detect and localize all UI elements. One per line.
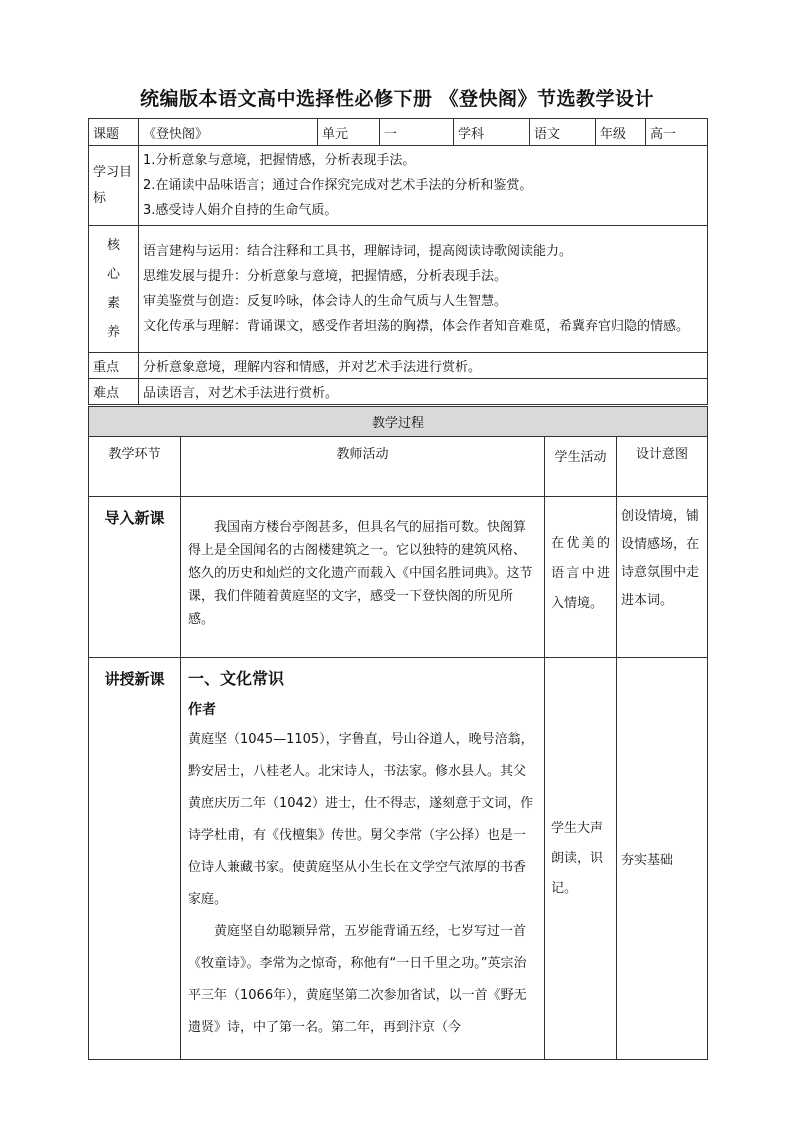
author-paragraph: 黄庭坚自幼聪颖异常，五岁能背诵五经，七岁写过一首《牧童诗》。李常为之惊奇，称他有“一日千里之功。”英宗治平三年（1066年），黄庭坚第二次参加省试，以一首《野无遗贤》诗，中了第一名。第二年，再到汴京（今 <box>188 924 527 1035</box>
author-paragraph: 黄庭坚（1045—1105），字鲁直，号山谷道人，晚号涪翁，黔安居士，八桂老人。北宋诗人，书法家。修水县人。其父黄庶庆历二年（1042）进士，仕不得志，遂刻意于文词，作诗学杜甫，有《伐檀集》传世。舅父李常（字公择）也是一位诗人兼藏书家。使黄庭坚从小生长在文学空气浓厚的书香家庭。 <box>188 732 534 907</box>
literacy-list <box>139 226 708 353</box>
objectives-list <box>139 146 708 226</box>
difficulty-value: 品读语言，对艺术手法进行赏析。 <box>139 379 708 405</box>
objective-item: 3.感受诗人娟介自持的生命气质。 <box>143 203 338 218</box>
intro-paragraph: 我国南方楼台亭阁甚多，但具名气的屈指可数。快阁算得上是全国闻名的古阁楼建筑之一。它以独特的建筑风格、悠久的历史和灿烂的文化遗产而载入《中国名胜词典》。这节课，我们伴随着黄庭坚的文字，感受一下登快阁的所见所感。 <box>188 520 533 627</box>
lesson-info-table <box>88 118 708 405</box>
subject-label: 学科 <box>454 119 530 146</box>
page-title: 统编版本语文高中选择性必修下册 《登快阁》节选教学设计 <box>139 88 655 110</box>
objectives-label: 学习目标 <box>89 146 139 226</box>
step-new-lesson: 讲授新课 <box>89 658 181 1060</box>
topic-value: 《登快阁》 <box>139 119 318 146</box>
grade-value: 高一 <box>646 119 708 146</box>
header-student: 学生活动 <box>545 437 617 497</box>
header-intent: 设计意图 <box>617 437 708 497</box>
literacy-label <box>89 226 139 353</box>
teacher-activity-new-lesson <box>181 658 545 1060</box>
table-row <box>89 497 708 658</box>
unit-label: 单元 <box>318 119 380 146</box>
difficulty-label: 难点 <box>89 379 139 405</box>
key-point-label: 重点 <box>89 353 139 379</box>
objective-item: 1.分析意象与意境，把握情感，分析表现手法。 <box>143 153 416 168</box>
subsection-heading: 作者 <box>188 702 216 718</box>
student-activity-intro: 在优美的语言中进入情境。 <box>545 497 617 658</box>
subject-value: 语文 <box>530 119 596 146</box>
grade-label: 年级 <box>596 119 646 146</box>
literacy-item: 文化传承与理解：背诵课文，感受作者坦荡的胸襟，体会作者知音难觅，希冀弃官归隐的情感。 <box>143 319 690 334</box>
teaching-process-table <box>88 406 708 1060</box>
design-intent-new-lesson: 夯实基础 <box>617 658 708 1060</box>
student-activity-new-lesson: 学生大声朗读，识记。 <box>545 658 617 1060</box>
header-teacher: 教师活动 <box>181 437 545 497</box>
section-heading: 一、文化常识 <box>188 669 285 688</box>
objective-item: 2.在诵读中品味语言；通过合作探究完成对艺术手法的分析和鉴赏。 <box>143 178 533 193</box>
key-point-value: 分析意象意境，理解内容和情感，并对艺术手法进行赏析。 <box>139 353 708 379</box>
design-intent-intro: 创设情境，铺设情感场，在诗意氛围中走进本词。 <box>617 497 708 658</box>
table-row <box>89 658 708 1060</box>
topic-label: 课题 <box>89 119 139 146</box>
literacy-label-text: 核 心 素 养 <box>106 238 120 340</box>
literacy-item: 审美鉴赏与创造：反复吟咏，体会诗人的生命气质与人生智慧。 <box>143 294 508 309</box>
header-step: 教学环节 <box>89 437 181 497</box>
literacy-item: 语言建构与运用：结合注释和工具书，理解诗词，提高阅读诗歌阅读能力。 <box>143 244 573 259</box>
step-intro: 导入新课 <box>89 497 181 658</box>
unit-value: 一 <box>380 119 454 146</box>
process-title: 教学过程 <box>89 407 708 437</box>
literacy-item: 思维发展与提升：分析意象与意境，把握情感，分析表现手法。 <box>143 269 508 284</box>
teacher-activity-intro <box>181 497 545 658</box>
